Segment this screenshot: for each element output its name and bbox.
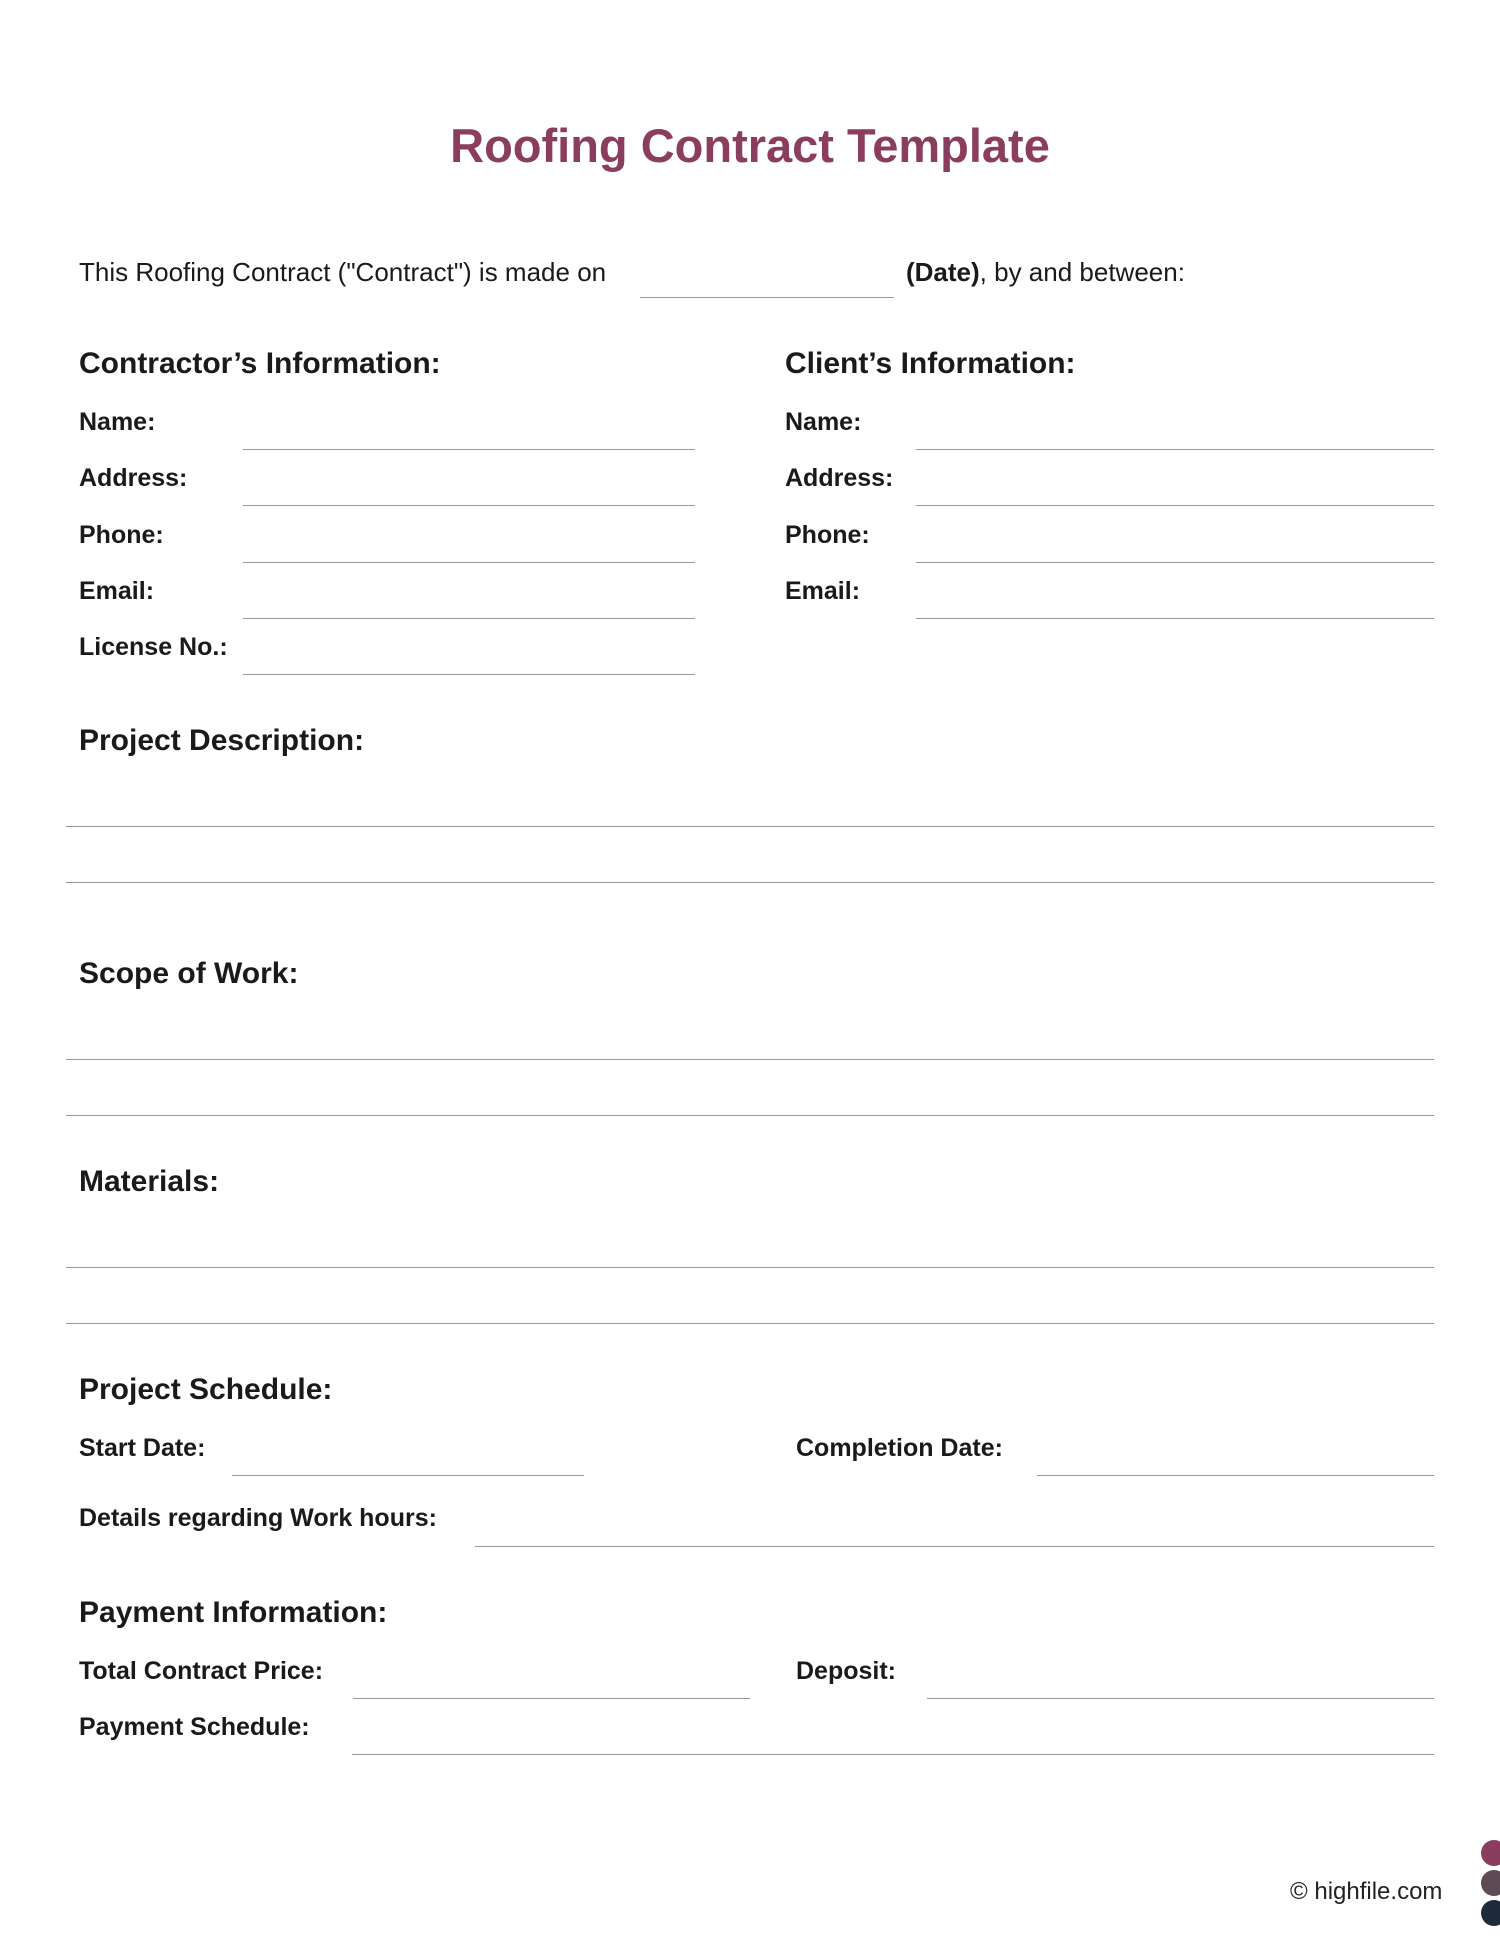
payment-schedule-field[interactable] bbox=[352, 1754, 1434, 1755]
completion-date-label: Completion Date: bbox=[796, 1434, 1003, 1462]
payment-schedule-label: Payment Schedule: bbox=[79, 1713, 310, 1741]
page-title: Roofing Contract Template bbox=[450, 119, 1050, 172]
contractor-address-field[interactable] bbox=[243, 505, 695, 506]
client-phone-label: Phone: bbox=[785, 521, 870, 549]
contractor-email-label: Email: bbox=[79, 577, 155, 605]
client-email-label: Email: bbox=[785, 577, 861, 605]
client-email-field[interactable] bbox=[916, 618, 1434, 619]
scope-of-work-heading: Scope of Work: bbox=[79, 957, 299, 990]
start-date-label: Start Date: bbox=[79, 1434, 206, 1462]
client-address-field[interactable] bbox=[916, 505, 1434, 506]
intro-date-suffix bbox=[906, 255, 1185, 289]
contractor-phone-label: Phone: bbox=[79, 521, 164, 549]
project-description-line-2[interactable] bbox=[66, 882, 1434, 883]
date-field[interactable] bbox=[640, 297, 894, 298]
materials-line-1[interactable] bbox=[66, 1267, 1434, 1268]
client-heading: Client’s Information: bbox=[785, 347, 1076, 380]
client-address-label: Address: bbox=[785, 464, 894, 492]
decorative-dot-1 bbox=[1481, 1840, 1500, 1866]
scope-of-work-line-2[interactable] bbox=[66, 1115, 1434, 1116]
copyright: © highfile.com bbox=[1290, 1878, 1443, 1905]
client-name-label: Name: bbox=[785, 408, 862, 436]
contractor-heading: Contractor’s Information: bbox=[79, 347, 441, 380]
project-description-heading: Project Description: bbox=[79, 724, 365, 757]
total-price-label: Total Contract Price: bbox=[79, 1657, 324, 1685]
contractor-phone-field[interactable] bbox=[243, 562, 695, 563]
intro-suffix: , by and between: bbox=[979, 257, 1185, 287]
scope-of-work-line-1[interactable] bbox=[66, 1059, 1434, 1060]
date-label: (Date) bbox=[906, 257, 980, 287]
client-name-field[interactable] bbox=[916, 449, 1434, 450]
payment-heading: Payment Information: bbox=[79, 1596, 388, 1629]
project-description-line-1[interactable] bbox=[66, 826, 1434, 827]
deposit-field[interactable] bbox=[927, 1698, 1434, 1699]
completion-date-field[interactable] bbox=[1037, 1475, 1434, 1476]
project-schedule-heading: Project Schedule: bbox=[79, 1373, 333, 1406]
contractor-name-field[interactable] bbox=[243, 449, 695, 450]
decorative-dot-2 bbox=[1481, 1870, 1500, 1896]
work-hours-field[interactable] bbox=[475, 1546, 1434, 1547]
total-price-field[interactable] bbox=[353, 1698, 750, 1699]
contractor-license-label: License No.: bbox=[79, 633, 228, 661]
materials-heading: Materials: bbox=[79, 1165, 220, 1198]
decorative-dot-3 bbox=[1481, 1900, 1500, 1926]
contractor-license-field[interactable] bbox=[243, 674, 695, 675]
contractor-email-field[interactable] bbox=[243, 618, 695, 619]
materials-line-2[interactable] bbox=[66, 1323, 1434, 1324]
contractor-name-label: Name: bbox=[79, 408, 156, 436]
work-hours-label: Details regarding Work hours: bbox=[79, 1504, 437, 1532]
intro-prefix: This Roofing Contract ("Contract") is made on bbox=[79, 257, 607, 287]
client-phone-field[interactable] bbox=[916, 562, 1434, 563]
contractor-address-label: Address: bbox=[79, 464, 188, 492]
start-date-field[interactable] bbox=[232, 1475, 584, 1476]
deposit-label: Deposit: bbox=[796, 1657, 896, 1685]
